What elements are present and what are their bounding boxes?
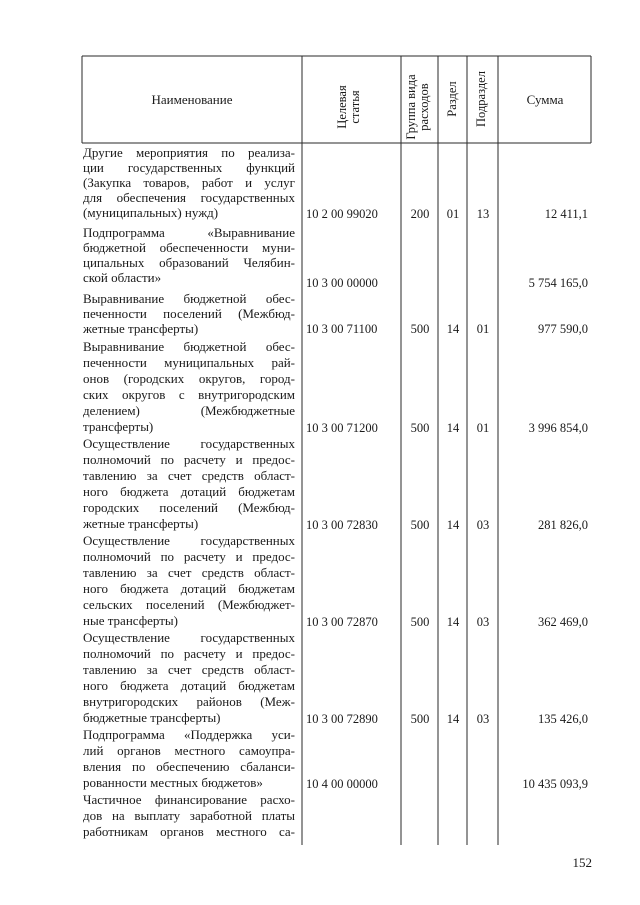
row-sum: 5 754 165,0 — [528, 276, 588, 290]
header-group-line1: Группа вида — [404, 74, 418, 140]
row-target-code: 10 3 00 71200 — [306, 421, 378, 435]
row-section: 01 — [446, 207, 460, 221]
row-name-line: для обеспечения государственных — [83, 190, 295, 205]
row-subsection: 13 — [476, 207, 490, 221]
row-subsection: 03 — [476, 518, 490, 532]
header-group-line2: расходов — [417, 83, 431, 131]
header-target-line1: Целевая — [335, 85, 349, 129]
header-section: Раздел — [445, 81, 459, 117]
row-sum: 3 996 854,0 — [528, 421, 588, 435]
row-name-line: ских округов с внутригородским — [83, 387, 295, 402]
row-name-line: делением) (Межбюджетные — [83, 403, 295, 418]
row-name-line: бюджетные трансферты) — [83, 710, 221, 725]
row-target-code: 10 3 00 72870 — [306, 615, 378, 629]
row-target-code: 10 3 00 00000 — [306, 276, 378, 290]
row-name-line: трансферты) — [83, 419, 154, 434]
row-name-line: вления по обеспечению сбаланси- — [83, 759, 295, 774]
row-name-line: тавлению за счет средств област- — [83, 662, 295, 677]
row-name-line: ции государственных функций — [83, 160, 295, 175]
row-name-line: Другие мероприятия по реализа- — [83, 145, 295, 160]
row-name-line: тавлению за счет средств област- — [83, 468, 295, 483]
row-name-line: дов на выплату заработной платы — [83, 808, 295, 823]
row-name-line: тавлению за счет средств област- — [83, 565, 295, 580]
row-name-line: Подпрограмма «Поддержка уси- — [83, 727, 295, 742]
row-name-line: Выравнивание бюджетной обес- — [83, 291, 295, 306]
row-name-line: ного бюджета дотаций бюджетам — [83, 678, 295, 693]
row-sum: 10 435 093,9 — [522, 777, 588, 791]
row-group: 500 — [410, 421, 430, 435]
row-name-line: Выравнивание бюджетной обес- — [83, 339, 295, 354]
row-name-line: ской области» — [83, 270, 162, 285]
row-group: 500 — [410, 518, 430, 532]
row-name-line: рованности местных бюджетов» — [83, 775, 263, 790]
row-target-code: 10 3 00 71100 — [306, 322, 378, 336]
row-target-code: 10 2 00 99020 — [306, 207, 378, 221]
row-sum: 12 411,1 — [544, 207, 588, 221]
row-sum: 281 826,0 — [538, 518, 588, 532]
row-name-line: Осуществление государственных — [83, 630, 295, 645]
row-subsection: 03 — [476, 615, 490, 629]
row-name-line: работникам органов местного са- — [83, 824, 295, 839]
row-subsection: 01 — [476, 421, 490, 435]
row-name-line: (Закупка товаров, работ и услуг — [83, 175, 295, 190]
row-name-line: онов (городских округов, город- — [83, 371, 295, 386]
header-target-line2: статья — [348, 90, 362, 124]
row-target-code: 10 3 00 72890 — [306, 712, 378, 726]
row-name-line: Осуществление государственных — [83, 436, 295, 451]
row-name-line: Осуществление государственных — [83, 533, 295, 548]
row-sum: 977 590,0 — [538, 322, 588, 336]
row-subsection: 03 — [476, 712, 490, 726]
row-name-line: полномочий по расчету и предос- — [83, 646, 295, 661]
row-target-code: 10 3 00 72830 — [306, 518, 378, 532]
header-target — [336, 64, 366, 150]
row-name-line: печенности муниципальных рай- — [83, 355, 295, 370]
page-number: 152 — [572, 855, 592, 870]
header-name: Наименование — [151, 92, 233, 107]
row-section: 14 — [446, 518, 460, 532]
row-section: 14 — [446, 615, 460, 629]
row-section: 14 — [446, 322, 460, 336]
row-name-line: лий органов местного самоупра- — [83, 743, 295, 758]
row-name-line: городских поселений (Межбюд- — [83, 500, 295, 515]
header-subsection: Подраздел — [474, 71, 488, 127]
row-name-line: (муниципальных) нужд) — [83, 205, 219, 220]
row-name-line: Частичное финансирование расхо- — [83, 792, 295, 807]
row-name-line: ного бюджета дотаций бюджетам — [83, 581, 295, 596]
row-name-line: печенности поселений (Межбюд- — [83, 306, 295, 321]
header-group — [405, 64, 435, 150]
row-sum: 362 469,0 — [538, 615, 588, 629]
row-group: 500 — [410, 712, 430, 726]
row-group: 500 — [410, 615, 430, 629]
row-name-line: бюджетной обеспеченности муни- — [83, 240, 295, 255]
row-target-code: 10 4 00 00000 — [306, 777, 378, 791]
row-name-line: жетные трансферты) — [83, 516, 199, 531]
row-name-line: сельских поселений (Межбюджет- — [83, 597, 295, 612]
row-subsection: 01 — [476, 322, 490, 336]
row-name-line: ного бюджета дотаций бюджетам — [83, 484, 295, 499]
header-sum: Сумма — [526, 92, 564, 107]
row-section: 14 — [446, 421, 460, 435]
row-name-line: ципальных образований Челябин- — [83, 255, 295, 270]
row-name-line: жетные трансферты) — [83, 321, 199, 336]
row-name-line: Подпрограмма «Выравнивание — [83, 225, 295, 240]
row-group: 200 — [410, 207, 430, 221]
row-name-line: полномочий по расчету и предос- — [83, 549, 295, 564]
row-name-line: внутригородских районов (Меж- — [83, 694, 295, 709]
row-name-line: полномочий по расчету и предос- — [83, 452, 295, 467]
row-sum: 135 426,0 — [538, 712, 588, 726]
row-group: 500 — [410, 322, 430, 336]
row-section: 14 — [446, 712, 460, 726]
row-name-line: ные трансферты) — [83, 613, 178, 628]
